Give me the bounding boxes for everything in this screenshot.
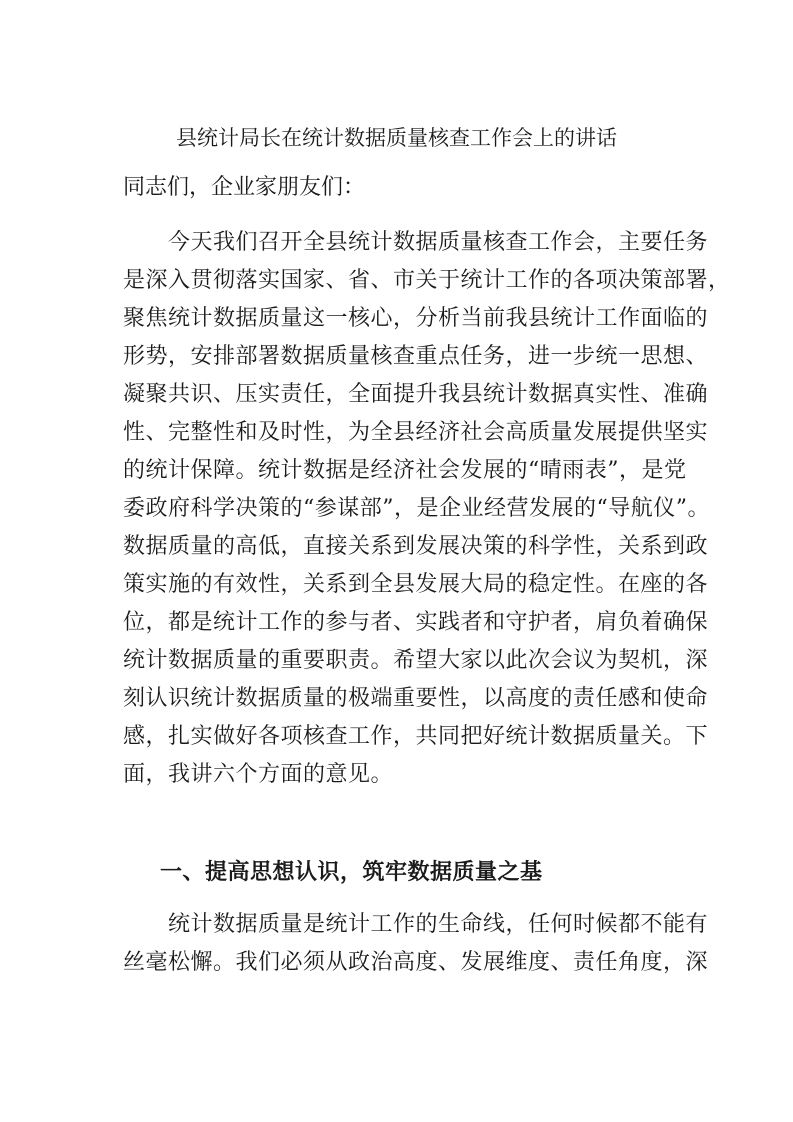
text-line: 感，扎实做好各项核查工作，共同把好统计数据质量关。下 <box>123 724 709 749</box>
text-line: 凝聚共识、压实责任，全面提升我县统计数据真实性、准确 <box>123 382 709 407</box>
text-line: 刻认识统计数据质量的极端重要性，以高度的责任感和使命 <box>123 686 709 711</box>
document-title: 县统计局长在统计数据质量核查工作会上的讲话 <box>176 126 617 150</box>
text-line: 统计数据质量是统计工作的生命线，任何时候都不能有 <box>123 912 709 937</box>
text-line: 统计数据质量的重要职责。希望大家以此次会议为契机，深 <box>123 648 709 673</box>
intro-paragraph <box>123 224 731 794</box>
text-line: 的统计保障。统计数据是经济社会发展的“晴雨表”，是党 <box>123 458 687 483</box>
text-line: 形势，安排部署数据质量核查重点任务，进一步统一思想、 <box>123 344 709 369</box>
text-line: 策实施的有效性，关系到全县发展大局的稳定性。在座的各 <box>123 572 709 597</box>
section-heading: 一、提高思想认识，筑牢数据质量之基 <box>160 859 543 885</box>
text-line: 性、完整性和及时性，为全县经济社会高质量发展提供坚实 <box>123 420 709 445</box>
text-line: 今天我们召开全县统计数据质量核查工作会，主要任务 <box>123 230 709 255</box>
text-line: 丝毫松懈。我们必须从政治高度、发展维度、责任角度，深 <box>123 950 709 975</box>
greeting: 同志们，企业家朋友们： <box>123 175 366 200</box>
text-line: 聚焦统计数据质量这一核心，分析当前我县统计工作面临的 <box>123 306 709 331</box>
text-line: 面，我讲六个方面的意见。 <box>123 762 394 787</box>
text-line: 是深入贯彻落实国家、省、市关于统计工作的各项决策部署， <box>123 268 731 293</box>
section-paragraph <box>123 906 709 982</box>
text-line: 位，都是统计工作的参与者、实践者和守护者，肩负着确保 <box>123 610 709 635</box>
text-line: 数据质量的高低，直接关系到发展决策的科学性，关系到政 <box>123 534 709 559</box>
text-line: 委政府科学决策的“参谋部”，是企业经营发展的“导航仪”。 <box>123 496 710 521</box>
